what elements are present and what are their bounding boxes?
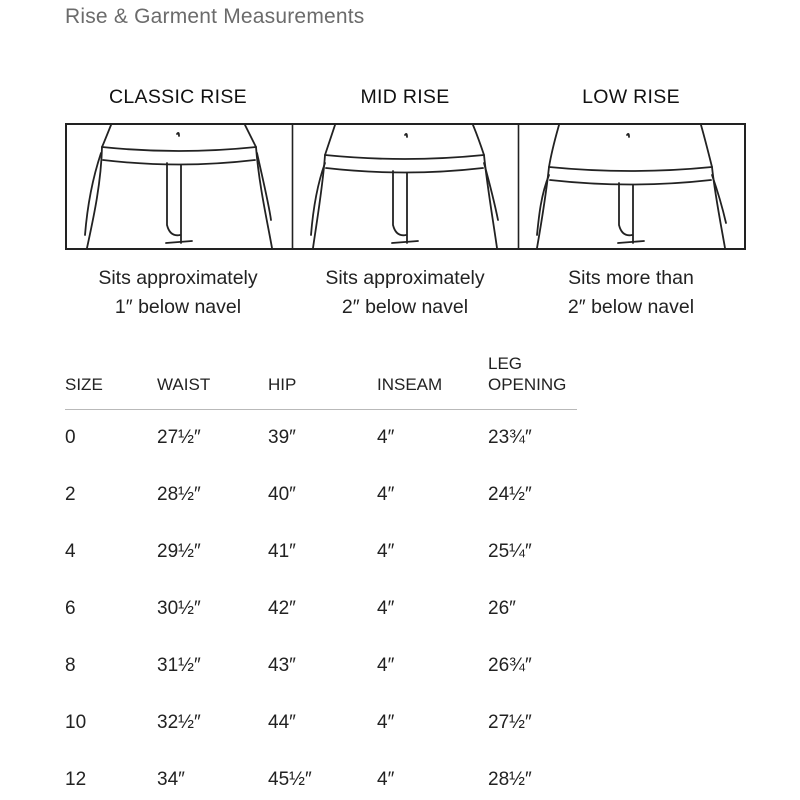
mid-rise-caption [292,264,518,322]
cell-waist: 27½″ [157,427,201,448]
cell-leg-opening: 24½″ [488,484,532,505]
cell-leg-opening: 23¾″ [488,427,532,448]
caption-line: Sits approximately [325,267,485,289]
cell-waist: 34″ [157,769,185,790]
cell-size: 10 [65,712,87,733]
mid-rise-illustration [311,125,498,248]
cell-inseam: 4″ [377,655,395,676]
cell-hip: 45½″ [268,769,312,790]
low-rise-illustration [537,125,726,248]
cell-waist: 31½″ [157,655,201,676]
cell-size: 6 [65,598,76,619]
header-divider [65,409,577,410]
header-waist: WAIST [157,375,211,394]
cell-hip: 40″ [268,484,296,505]
cell-hip: 42″ [268,598,296,619]
cell-size: 2 [65,484,76,505]
page-title: Rise & Garment Measurements [65,5,365,28]
header-line: LEG [488,354,523,373]
cell-leg-opening: 28½″ [488,769,532,790]
header-hip: HIP [268,375,297,394]
header-leg-opening [488,353,566,395]
header-size: SIZE [65,375,103,394]
cell-waist: 28½″ [157,484,201,505]
cell-inseam: 4″ [377,598,395,619]
caption-line: 1″ below navel [114,296,242,318]
cell-inseam: 4″ [377,427,395,448]
classic-rise-heading: CLASSIC RISE [109,86,247,108]
cell-waist: 30½″ [157,598,201,619]
cell-size: 4 [65,541,76,562]
cell-waist: 32½″ [157,712,201,733]
classic-rise-illustration [85,125,272,248]
cell-leg-opening: 26¾″ [488,655,532,676]
cell-leg-opening: 25¼″ [488,541,532,562]
cell-hip: 41″ [268,541,296,562]
caption-line: Sits approximately [98,267,258,289]
cell-waist: 29½″ [157,541,201,562]
cell-size: 8 [65,655,76,676]
mid-rise-heading: MID RISE [360,86,450,108]
cell-inseam: 4″ [377,712,395,733]
cell-inseam: 4″ [377,484,395,505]
caption-line: 2″ below navel [567,296,695,318]
header-line: OPENING [488,375,567,394]
cell-inseam: 4″ [377,541,395,562]
cell-inseam: 4″ [377,769,395,790]
cell-hip: 43″ [268,655,296,676]
low-rise-heading: LOW RISE [582,86,680,108]
caption-line: Sits more than [568,267,694,289]
header-inseam: INSEAM [377,375,443,394]
cell-hip: 44″ [268,712,296,733]
cell-leg-opening: 26″ [488,598,516,619]
rise-illustrations [65,123,746,250]
classic-rise-caption [65,264,291,322]
cell-leg-opening: 27½″ [488,712,532,733]
low-rise-caption [518,264,744,322]
cell-hip: 39″ [268,427,296,448]
caption-line: 2″ below navel [341,296,469,318]
cell-size: 0 [65,427,76,448]
cell-size: 12 [65,769,87,790]
